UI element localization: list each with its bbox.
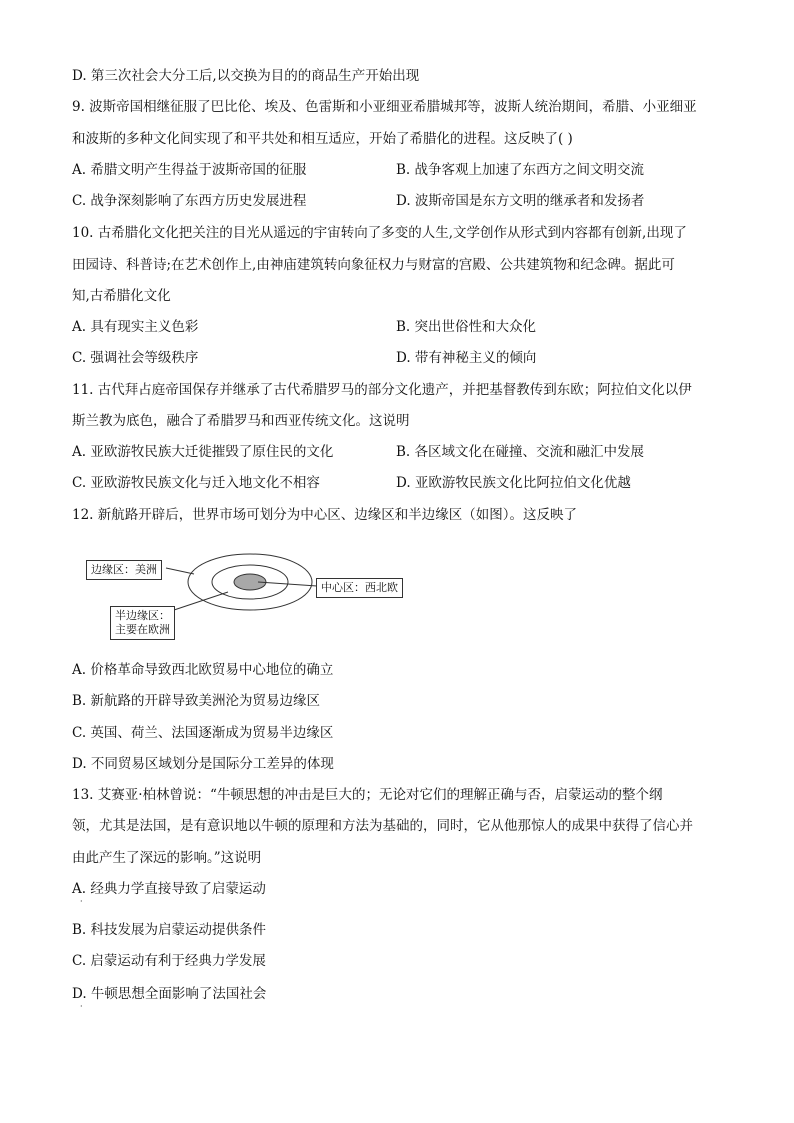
q9-option-a: A. 希腊文明产生得益于波斯帝国的征服 <box>72 162 307 178</box>
q11-stem-line2: 斯兰教为底色，融合了希腊罗马和西亚传统文化。这说明 <box>72 413 410 429</box>
q13-option-d: D. 牛顿思想全面影响了法国社会 <box>72 986 267 1002</box>
q10-stem-line1: 10. 古希腊化文化把关注的目光从遥远的宇宙转向了多变的人生,文学创作从形式到内容都有创新,出现了 <box>72 225 687 241</box>
q13-option-b: B. 科技发展为启蒙运动提供条件 <box>72 922 267 938</box>
q12-option-c: C. 英国、荷兰、法国逐渐成为贸易半边缘区 <box>72 725 334 741</box>
semi-zone-label-line2: 主要在欧洲 <box>115 623 170 636</box>
edge-pointer-line <box>166 568 194 574</box>
q9-option-b: B. 战争客观上加速了东西方之间文明交流 <box>396 162 645 178</box>
q12-option-b: B. 新航路的开辟导致美洲沦为贸易边缘区 <box>72 693 321 709</box>
q11-option-d: D. 亚欧游牧民族文化比阿拉伯文化优越 <box>396 475 631 491</box>
stray-dot-mark: · <box>80 897 83 906</box>
q13-stem-line2: 领，尤其是法国，是有意识地以牛顿的原理和方法为基础的，同时，它从他那惊人的成果中获得了信心并 <box>72 818 693 834</box>
q12-option-d: D. 不同贸易区域划分是国际分工差异的体现 <box>72 756 334 772</box>
q11-option-b: B. 各区域文化在碰撞、交流和融汇中发展 <box>396 444 645 460</box>
q12-stem: 12. 新航路开辟后，世界市场可划分为中心区、边缘区和半边缘区（如图）。这反映了 <box>72 507 578 523</box>
q8-option-d: D. 第三次社会大分工后,以交换为目的的商品生产开始出现 <box>72 68 420 84</box>
q11-stem-line1: 11. 古代拜占庭帝国保存并继承了古代希腊罗马的部分文化遗产，并把基督教传到东欧；阿拉伯文化以伊 <box>72 382 692 398</box>
q12-option-a: A. 价格革命导致西北欧贸易中心地位的确立 <box>72 662 334 678</box>
q13-stem-line3: 由此产生了深远的影响。”这说明 <box>72 850 262 866</box>
q9-option-c: C. 战争深刻影响了东西方历史发展进程 <box>72 193 307 209</box>
world-market-diagram <box>82 548 412 640</box>
q10-option-d: D. 带有神秘主义的倾向 <box>396 350 537 366</box>
q10-stem-line2: 田园诗、科普诗;在艺术创作上,由神庙建筑转向象征权力与财富的宫殿、公共建筑物和纪念碑。据此可 <box>72 257 675 273</box>
semi-zone-label <box>110 606 175 640</box>
q13-stem-line1: 13. 艾赛亚·柏林曾说：“牛顿思想的冲击是巨大的；无论对它们的理解正确与否，启蒙运动的整个纲 <box>72 787 663 803</box>
q10-option-c: C. 强调社会等级秩序 <box>72 350 199 366</box>
semi-zone-label-line1: 半边缘区： <box>115 609 170 622</box>
edge-zone-label: 边缘区：美洲 <box>86 560 162 580</box>
q10-option-b: B. 突出世俗性和大众化 <box>396 319 537 335</box>
center-zone-label: 中心区：西北欧 <box>316 578 403 598</box>
q10-stem-line3: 知,古希腊化文化 <box>72 288 171 304</box>
q9-stem-line2: 和波斯的多种文化间实现了和平共处和相互适应，开始了希腊化的进程。这反映了( ) <box>72 131 573 147</box>
q11-option-c: C. 亚欧游牧民族文化与迁入地文化不相容 <box>72 475 320 491</box>
q9-stem-line1: 9. 波斯帝国相继征服了巴比伦、埃及、色雷斯和小亚细亚希腊城邦等，波斯人统治期间，希腊、小亚细亚 <box>72 99 697 115</box>
q11-option-a: A. 亚欧游牧民族大迁徙摧毁了原住民的文化 <box>72 444 334 460</box>
q13-option-c: C. 启蒙运动有利于经典力学发展 <box>72 953 266 969</box>
q9-option-d: D. 波斯帝国是东方文明的继承者和发扬者 <box>396 193 645 209</box>
q13-option-a: A. 经典力学直接导致了启蒙运动 <box>72 881 266 897</box>
stray-dot-mark: · <box>80 1002 83 1011</box>
q10-option-a: A. 具有现实主义色彩 <box>72 319 199 335</box>
